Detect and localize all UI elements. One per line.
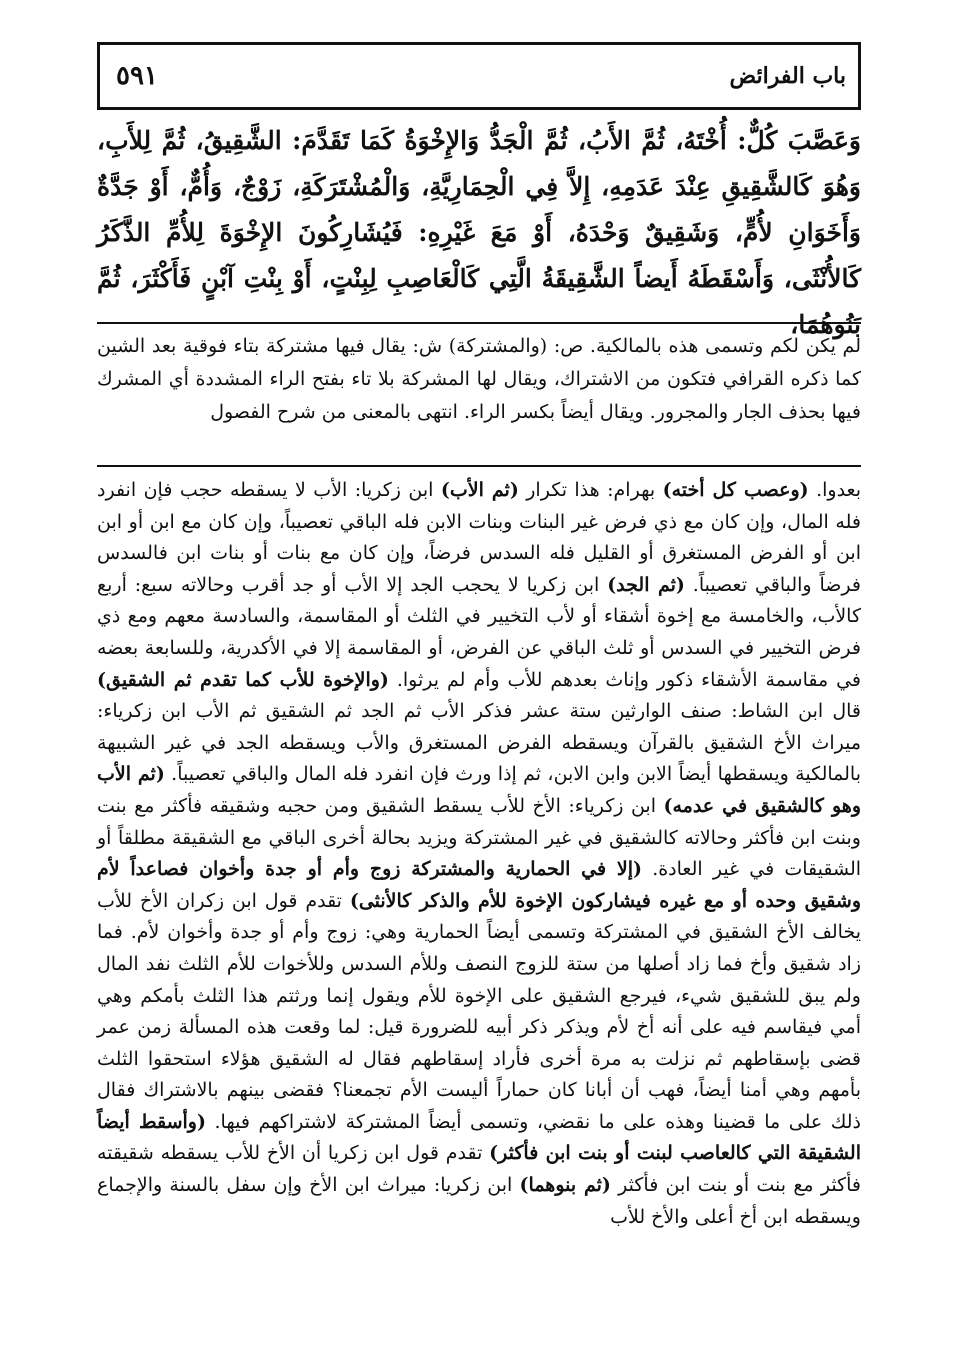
commentary-segment: بهرام: هذا تكرار <box>518 479 663 501</box>
commentary-segment: ابن زكريا لا يحجب الجد إلا الأب أو جد أقرب وحالاته سبع: أربع كالأب، والخامسة مع إخوة أشقاء أو لأب التخيير في الثلث أو المقاسمة، والسادسة معهم ومع ذي فرض التخيير في السدس أو ثلث الباقي عن الفرض، أو المقاسمة إلا في الأكدرية، وللسابعة بعضه في مقاسمة الأشقاء ذكور وإناث بعدهم للأب وأم لم يرثوا. <box>97 573 861 691</box>
chapter-title: باب الفرائض <box>729 63 846 89</box>
commentary-quote: (وأسقط أيضاً الشقيقة التي كالعاصب لبنت أو بنت ابن فأكثر) <box>97 1110 861 1165</box>
page-header <box>97 42 861 110</box>
divider-line <box>97 322 861 324</box>
commentary-quote: (ثم الجد) <box>607 573 685 596</box>
page-number: ٥٩١ <box>116 61 158 91</box>
main-text: وَعَصَّبَ كُلٌّ: أُخْتَهُ، ثُمَّ الأَبُ، ثُمَّ الْجَدُّ وَالإِخْوَةُ كَمَا تَقَدَّمَ: الشَّقِيقُ، ثُمَّ لِلأَبِ، وَهُوَ كَالشَّقِيقِ عِنْدَ عَدَمِهِ، إِلاَّ فِي الْحِمَارِيَّةِ، وَالْمُشْتَرَكَةِ، زَوْجٌ، وَأُمٌّ، أَوْ جَدَّةٌ وَأَخَوَانِ لأُمٍّ، وَشَقِيقٌ وَحْدَهُ، أَوْ مَعَ غَيْرِهِ: فَيُشَارِكُونَ الإِخْوَةَ لِلأُمِّ الذَّكَرُ كَالأُنْثَى، وَأَسْقَطَهُ أَيضاً الشَّقِيقَةُ الَّتِي كَالْعَاصِبِ لِبِنْتٍ، أَوْ بِنْتِ آبْنٍ فَأَكْثَرَ، ثُمَّ بَنُوهُمَا، <box>97 126 861 339</box>
commentary-segment: ابن زكريا: ميراث ابن الأخ وإن سفل بالسنة والإجماع ويسقطه ابن أخ أعلى والأخ للأب <box>97 1174 861 1228</box>
commentary-segment: ابن زكرياء: الأخ للأب يسقط الشقيق ومن حجبه وشقيقه فأكثر مع بنت وبنت ابن فأكثر وحالاته كالشقيق في غير المشتركة ويزيد بحالة أخرى الباقي مع الشقيقة مطلقاً أو الشقيقات في غير العادة. <box>97 794 862 881</box>
commentary-segment: ابن زكريا: الأب لا يسقطه حجب فإن انفرد فله المال، وإن كان مع ذي فرض غير البنات وبنات الابن فله الباقي تعصيباً، وإن كان مع ابن أو ابن ابن أو الفرض المستغرق أو القليل فله السدس فرضاً، وإن كان مع بنات أو بنات ابن فالسدس فرضاً والباقي تعصيباً. <box>97 479 861 596</box>
footnote-continuation: لم يكن لكم وتسمى هذه بالمالكية. ص: (والمشتركة) ش: يقال فيها مشتركة بتاء فوقية بعد الشين كما ذكره القرافي فتكون من الاشتراك، ويقال لها المشركة بلا تاء بفتح الراء المشددة أي المشرك فيها بحذف الجار والمجرور. ويقال أيضاً بكسر الراء. انتهى بالمعنى من شرح الفصول <box>97 335 861 423</box>
commentary-segment: بعدوا. <box>808 479 862 501</box>
commentary-quote: (ثم بنوهما) <box>519 1174 611 1197</box>
commentary-quote: (والإخوة للأب كما تقدم ثم الشقيق) <box>97 668 389 691</box>
divider-line <box>97 465 861 467</box>
commentary-quote: (إلا في الحمارية والمشتركة زوج وأم أو جدة وأخوان فصاعداً لأم وشقيق وحده أو مع غيره فيشاركون الإخوة للأم والذكر كالأنثى) <box>97 858 861 912</box>
commentary-quote: (ثم الأب وهو كالشقيق في عدمه) <box>97 763 861 817</box>
commentary-text <box>97 475 861 1233</box>
commentary-quote: (وعصب كل أخته) <box>662 479 809 501</box>
commentary-quote: (ثم الأب) <box>440 479 519 501</box>
commentary-segment: تقدم قول ابن زكريا أن الأخ للأب يسقطه شقيقته فأكثر مع بنت أو بنت ابن فأكثر <box>97 1142 861 1197</box>
commentary-segment: قال ابن الشاط: صنف الوارثين ستة عشر فذكر الأب ثم الجد ثم الشقيق ثم الأب ابن زكرياء: ميراث الأخ الشقيق بالقرآن ويسقطه الفرض المستغرق والأب ويسقطه الجد في غير الشبيهة بالمالكية ويسقطها أيضاً الابن وابن الابن، ثم إذا ورث فإن انفرد فله المال والباقي تعصيباً. <box>97 700 861 786</box>
commentary-segment: تقدم قول ابن زكران الأخ للأب يخالف الأخ الشقيق في المشتركة وتسمى أيضاً الحمارية وهي: زوج وأم أو جدة وأخوان لأم. فما زاد شقيق وأخ فما زاد أصلها من ستة للزوج النصف وللأم السدس وللأخوات للأم الثلث نفد المال ولم يبق للشقيق شيء، فيرجع الشقيق على الإخوة للأم ويقول إنما ورثتم هذا الثلث بأمكم وهي أمي فيقاسم فيه على أنه أخ لأم ويذكر ذكر أبيه للضرورة قيل: لما وقعت هذه المسألة زمن عمر قضى بإسقاطهم ثم نزلت به مرة أخرى فأراد إسقاطهم فقال له الشقيق هؤلاء استحقوا الثلث بأمهم وهي أمنا أيضاً، فهب أن أبانا كان حماراً أليست الأم تجمعنا؟ فقضى بينهم بالاشتراك فقال ذلك على ما قضينا وهذه على ما نقضي، وتسمى أيضاً المشتركة لاشتراكهم فيها. <box>97 889 861 1133</box>
